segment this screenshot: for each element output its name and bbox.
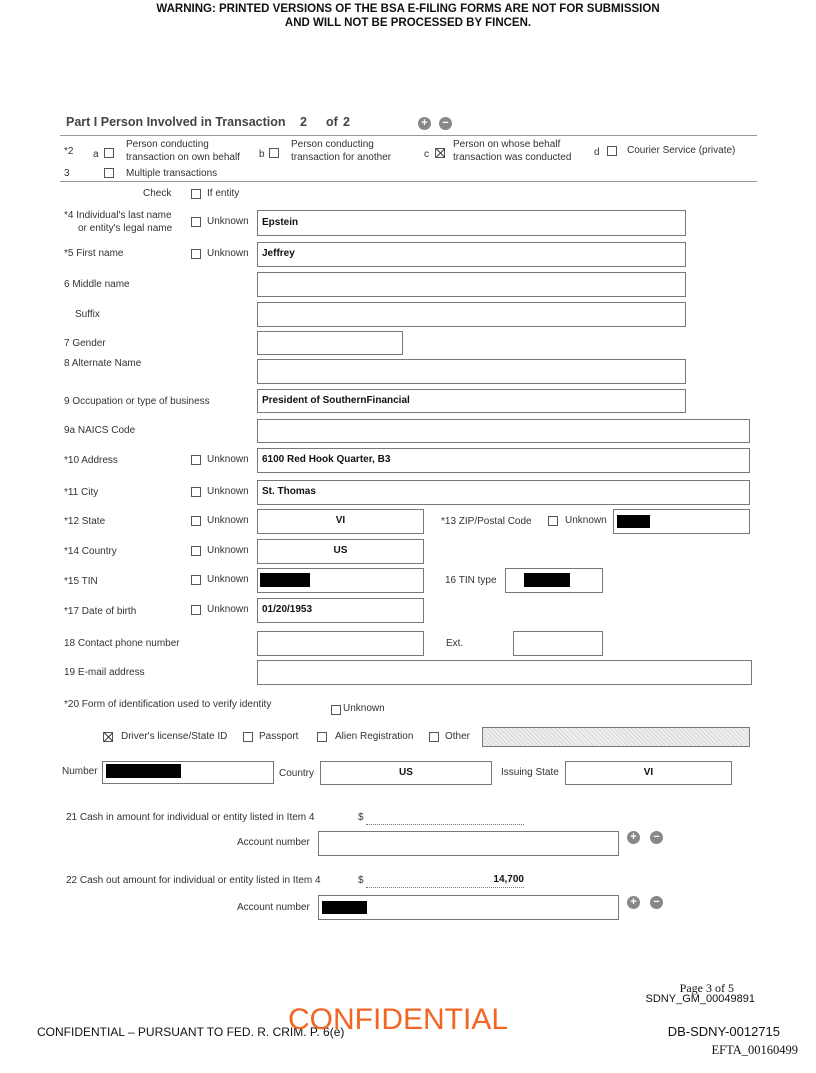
cash-out-amount-line bbox=[366, 887, 524, 888]
state-label: *12 State bbox=[64, 516, 106, 527]
unknown-label: Unknown bbox=[343, 703, 385, 714]
address-unknown-checkbox[interactable] bbox=[191, 455, 201, 465]
item2-c-line1: Person on whose behalf bbox=[453, 139, 561, 150]
redaction bbox=[524, 573, 570, 587]
unknown-label: Unknown bbox=[207, 515, 249, 526]
if-entity-checkbox[interactable] bbox=[191, 189, 201, 199]
last-name-unknown-checkbox[interactable] bbox=[191, 217, 201, 227]
item2-a-line2: transaction on own behalf bbox=[126, 152, 240, 163]
phone-label: 18 Contact phone number bbox=[64, 638, 180, 649]
part-current: 2 bbox=[300, 115, 307, 129]
passport-label: Passport bbox=[259, 731, 299, 742]
bates-number-1: SDNY_GM_00049891 bbox=[645, 993, 755, 1005]
confidential-stamp: CONFIDENTIAL bbox=[288, 1003, 509, 1036]
multiple-transactions-checkbox[interactable] bbox=[104, 168, 114, 178]
gender-label: 7 Gender bbox=[64, 338, 106, 349]
state-unknown-checkbox[interactable] bbox=[191, 516, 201, 526]
country-label: *14 Country bbox=[64, 546, 117, 557]
alien-registration-label: Alien Registration bbox=[335, 731, 414, 742]
dob-input[interactable]: 01/20/1953 bbox=[257, 598, 424, 623]
warning-line-2: AND WILL NOT BE PROCESSED BY FINCEN. bbox=[284, 17, 532, 29]
unknown-label: Unknown bbox=[565, 515, 607, 526]
remove-part-button[interactable]: − bbox=[439, 117, 452, 130]
item3-label: Multiple transactions bbox=[126, 168, 218, 179]
unknown-label: Unknown bbox=[207, 216, 249, 227]
naics-input[interactable] bbox=[257, 419, 750, 443]
dob-unknown-checkbox[interactable] bbox=[191, 605, 201, 615]
alternate-name-label: 8 Alternate Name bbox=[64, 358, 142, 369]
issuing-state-input[interactable]: VI bbox=[565, 761, 732, 785]
last-name-input[interactable]: Epstein bbox=[257, 210, 686, 236]
phone-input[interactable] bbox=[257, 631, 424, 656]
add-cash-in-account-button[interactable]: + bbox=[627, 831, 640, 844]
check-label: Check bbox=[143, 188, 172, 199]
if-entity-label: If entity bbox=[207, 188, 240, 199]
add-cash-out-account-button[interactable]: + bbox=[627, 896, 640, 909]
divider bbox=[60, 135, 757, 136]
last-name-label-2: or entity's legal name bbox=[78, 223, 173, 234]
middle-name-label: 6 Middle name bbox=[64, 279, 130, 290]
id-number-label: Number bbox=[62, 766, 98, 777]
item2-number: *2 bbox=[64, 146, 74, 157]
item2-b-line2: transaction for another bbox=[291, 152, 392, 163]
id-country-input[interactable]: US bbox=[320, 761, 492, 785]
unknown-label: Unknown bbox=[207, 545, 249, 556]
state-input[interactable]: VI bbox=[257, 509, 424, 534]
id-number-input[interactable] bbox=[102, 761, 274, 784]
first-name-unknown-checkbox[interactable] bbox=[191, 249, 201, 259]
cash-in-label: 21 Cash in amount for individual or entity listed in Item 4 bbox=[66, 812, 315, 823]
ext-input[interactable] bbox=[513, 631, 603, 656]
item2-b-line1: Person conducting bbox=[291, 139, 374, 150]
other-checkbox[interactable] bbox=[429, 732, 439, 742]
address-label: *10 Address bbox=[64, 455, 118, 466]
id-country-label: Country bbox=[279, 768, 315, 779]
on-whose-behalf-checkbox[interactable] bbox=[435, 148, 445, 158]
unknown-label: Unknown bbox=[207, 486, 249, 497]
remove-cash-in-account-button[interactable]: − bbox=[650, 831, 663, 844]
country-unknown-checkbox[interactable] bbox=[191, 546, 201, 556]
dob-label: *17 Date of birth bbox=[64, 606, 137, 617]
tin-label: *15 TIN bbox=[64, 576, 98, 587]
other-label: Other bbox=[445, 731, 471, 742]
bates-number-2: DB-SDNY-0012715 bbox=[667, 1024, 780, 1039]
city-unknown-checkbox[interactable] bbox=[191, 487, 201, 497]
cash-out-dollar: $ bbox=[358, 875, 364, 886]
page-number: Page 3 of 5 bbox=[679, 981, 734, 995]
unknown-label: Unknown bbox=[207, 604, 249, 615]
redaction bbox=[106, 764, 181, 778]
other-description-input bbox=[482, 727, 750, 747]
occupation-label: 9 Occupation or type of business bbox=[64, 396, 210, 407]
first-name-label: *5 First name bbox=[64, 248, 124, 259]
ext-label: Ext. bbox=[446, 638, 464, 649]
tin-unknown-checkbox[interactable] bbox=[191, 575, 201, 585]
cash-out-account-label: Account number bbox=[237, 902, 310, 913]
courier-checkbox[interactable] bbox=[607, 146, 617, 156]
suffix-label: Suffix bbox=[75, 309, 100, 320]
drivers-license-label: Driver's license/State ID bbox=[121, 731, 228, 742]
item2-d-label: Courier Service (private) bbox=[627, 145, 736, 156]
city-input[interactable]: St. Thomas bbox=[257, 480, 750, 505]
occupation-input[interactable]: President of SouthernFinancial bbox=[257, 389, 686, 413]
tin-input[interactable] bbox=[257, 568, 424, 593]
own-behalf-checkbox[interactable] bbox=[104, 148, 114, 158]
address-input[interactable]: 6100 Red Hook Quarter, B3 bbox=[257, 448, 750, 473]
part-total: 2 bbox=[343, 115, 350, 129]
item3-number: 3 bbox=[64, 168, 70, 179]
part-title: Part I Person Involved in Transaction bbox=[66, 115, 286, 129]
cash-in-amount-line bbox=[366, 824, 524, 825]
add-part-button[interactable]: + bbox=[418, 117, 431, 130]
item2-a-line1: Person conducting bbox=[126, 139, 209, 150]
item2-c-letter: c bbox=[424, 149, 429, 160]
warning-line-1: WARNING: PRINTED VERSIONS OF THE BSA E-FILING FORMS ARE NOT FOR SUBMISSION bbox=[156, 3, 660, 15]
tin-type-label: 16 TIN type bbox=[445, 575, 497, 586]
cash-out-label: 22 Cash out amount for individual or entity listed in Item 4 bbox=[66, 875, 321, 886]
issuing-state-label: Issuing State bbox=[501, 767, 559, 778]
cash-in-account-input[interactable] bbox=[318, 831, 619, 856]
middle-name-input[interactable] bbox=[257, 272, 686, 297]
cash-out-account-input[interactable] bbox=[318, 895, 619, 920]
last-name-label-1: *4 Individual's last name bbox=[64, 210, 172, 221]
cash-out-amount[interactable]: 14,700 bbox=[493, 874, 524, 885]
naics-label: 9a NAICS Code bbox=[64, 425, 136, 436]
bates-number-3: EFTA_00160499 bbox=[711, 1043, 798, 1057]
alien-registration-checkbox[interactable] bbox=[317, 732, 327, 742]
item2-b-letter: b bbox=[259, 149, 265, 160]
item2-c-line2: transaction was conducted bbox=[453, 152, 572, 163]
cash-in-account-label: Account number bbox=[237, 837, 310, 848]
unknown-label: Unknown bbox=[207, 248, 249, 259]
country-input[interactable]: US bbox=[257, 539, 424, 564]
for-another-checkbox[interactable] bbox=[269, 148, 279, 158]
drivers-license-checkbox[interactable] bbox=[103, 732, 113, 742]
redaction bbox=[617, 515, 650, 528]
suffix-input[interactable] bbox=[257, 302, 686, 327]
item2-a-letter: a bbox=[93, 149, 99, 160]
id-form-label: *20 Form of identification used to verify identity bbox=[64, 699, 272, 710]
city-label: *11 City bbox=[64, 487, 99, 498]
unknown-label: Unknown bbox=[207, 574, 249, 585]
email-input[interactable] bbox=[257, 660, 752, 685]
redaction bbox=[260, 573, 310, 587]
divider bbox=[60, 181, 757, 182]
remove-cash-out-account-button[interactable]: − bbox=[650, 896, 663, 909]
gender-input[interactable] bbox=[257, 331, 403, 355]
email-label: 19 E-mail address bbox=[64, 667, 145, 678]
item2-d-letter: d bbox=[594, 147, 600, 158]
zip-unknown-checkbox[interactable] bbox=[548, 516, 558, 526]
passport-checkbox[interactable] bbox=[243, 732, 253, 742]
first-name-input[interactable]: Jeffrey bbox=[257, 242, 686, 267]
cash-in-dollar: $ bbox=[358, 812, 364, 823]
zip-input[interactable] bbox=[613, 509, 750, 534]
redaction bbox=[322, 901, 367, 914]
zip-label: *13 ZIP/Postal Code bbox=[441, 516, 532, 527]
unknown-label: Unknown bbox=[207, 454, 249, 465]
alternate-name-input[interactable] bbox=[257, 359, 686, 384]
part-of-label: of bbox=[326, 115, 338, 129]
tin-type-select[interactable] bbox=[505, 568, 603, 593]
id-unknown-checkbox[interactable] bbox=[331, 705, 341, 715]
confidential-notice: CONFIDENTIAL – PURSUANT TO FED. R. CRIM. P. 6(e) bbox=[37, 1025, 345, 1039]
